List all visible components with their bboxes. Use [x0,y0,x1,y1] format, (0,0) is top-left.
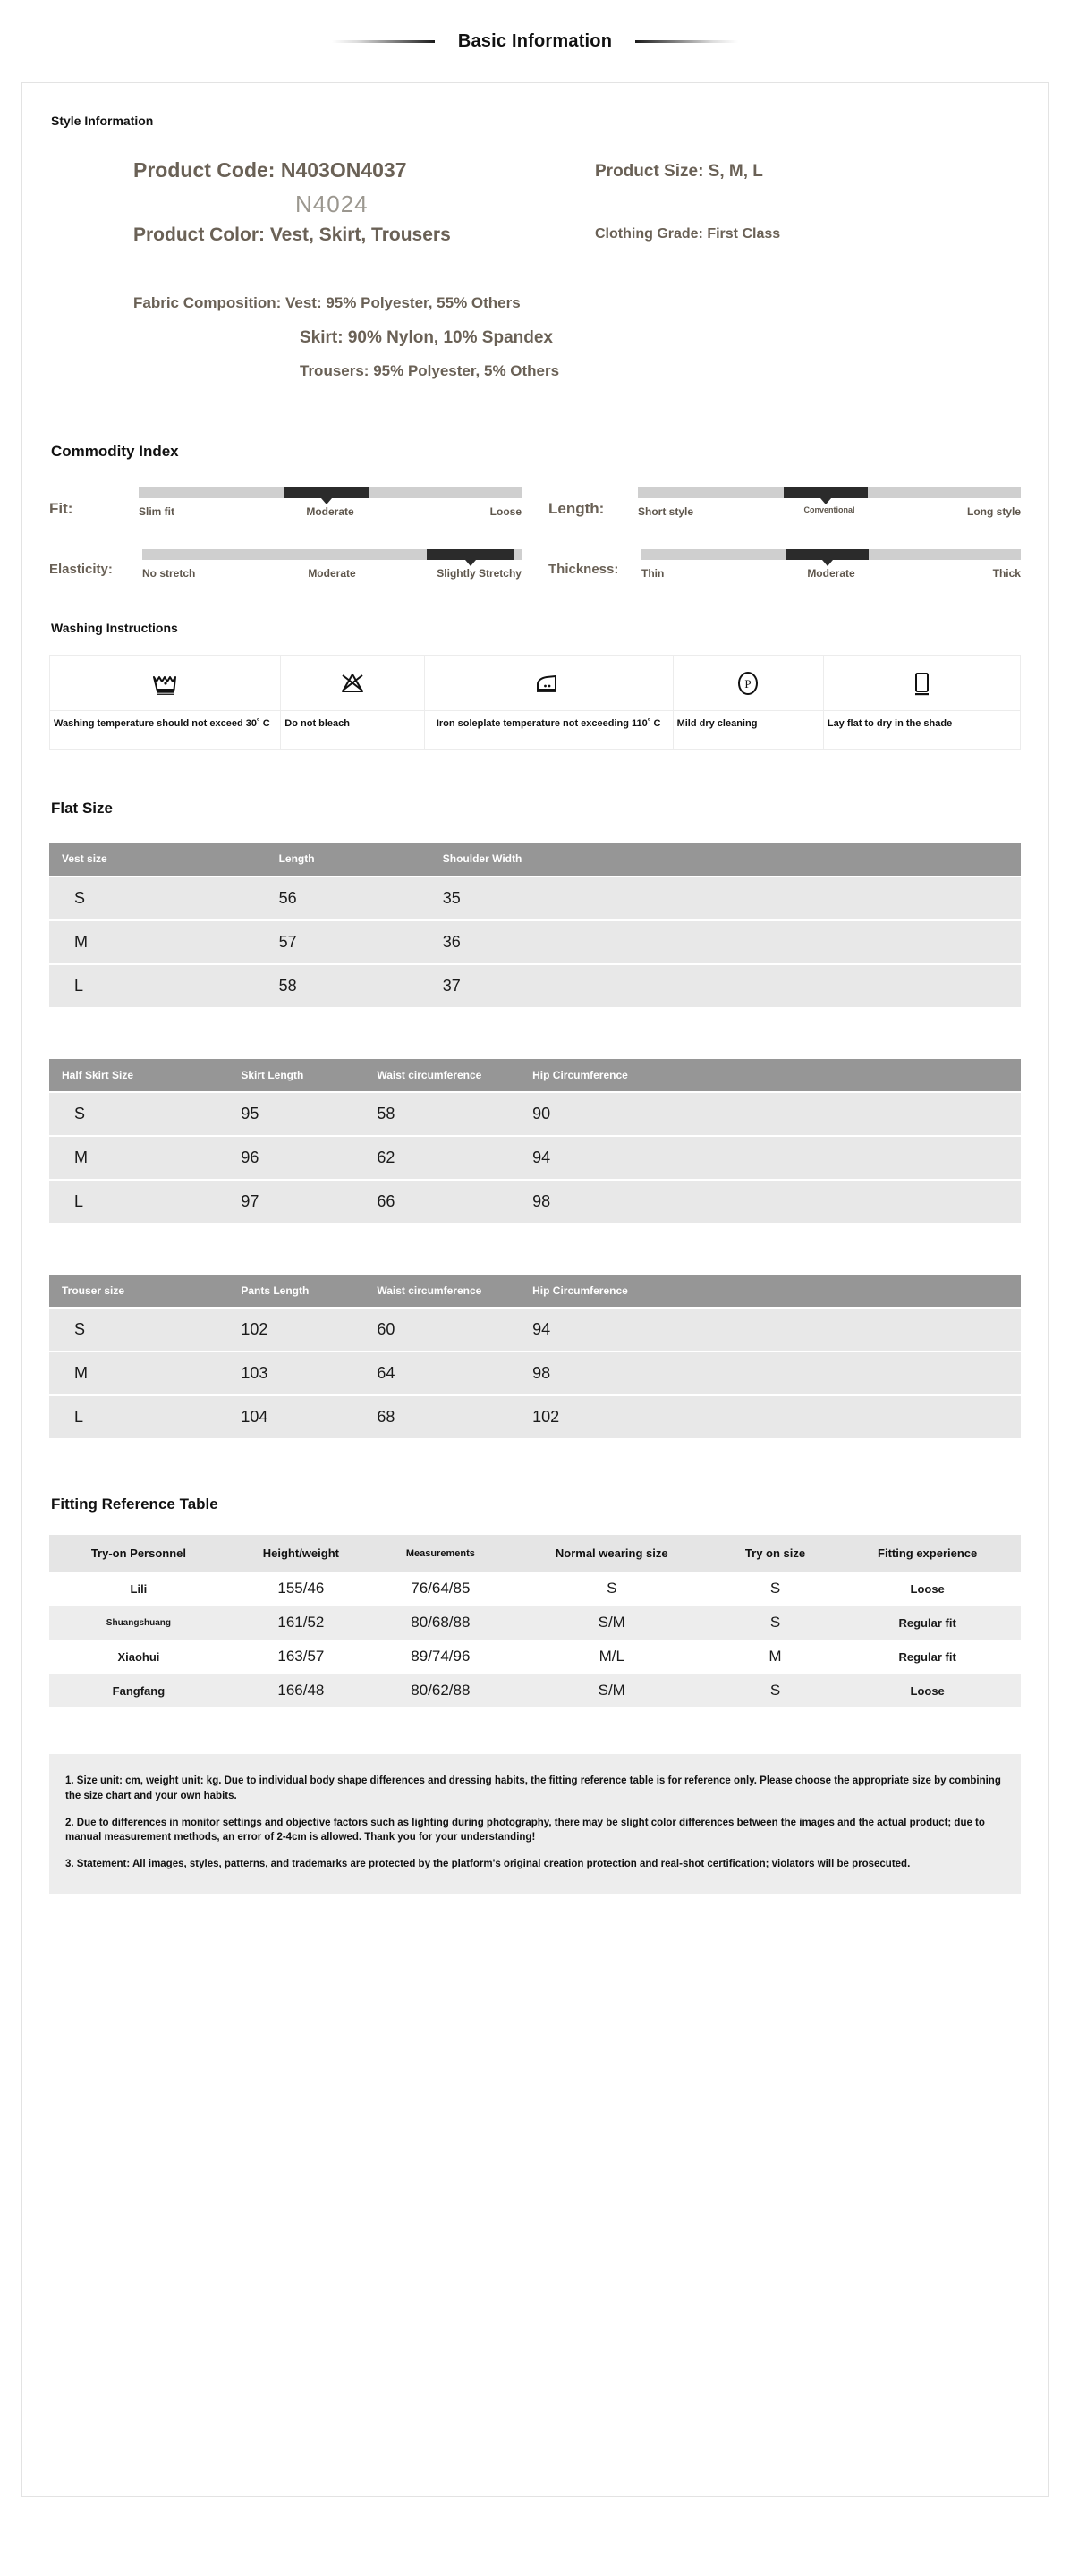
table-column-header-filler [691,1275,1021,1307]
table-cell: 57 [272,921,436,963]
commodity-index-item [49,487,522,519]
commodity-index-label: Thickness: [548,561,619,577]
table-column-header: Waist circumference [369,1059,525,1091]
wash-tub-30-icon [50,656,280,711]
table-column-header: Hip Circumference [525,1059,691,1091]
table-column-header: Shoulder Width [436,843,623,875]
slider-tick-label: Slim fit [139,505,175,518]
fitting-reference-table [49,1535,1021,1707]
measurements-value: 80/68/88 [374,1606,507,1640]
slider-track [142,549,522,560]
table-cell-filler [691,1093,1021,1135]
commodity-index-item [49,549,522,580]
slider-tick-label: Thin [641,566,665,580]
washing-instruction-cell [824,656,1020,749]
header-divider-left-icon [332,40,435,43]
table-row [49,1137,1021,1179]
table-cell: 35 [436,877,623,919]
slider-tick-label: No stretch [142,566,196,580]
product-code-sub: N4024 [295,191,369,217]
table-cell: 37 [436,965,623,1007]
table-row [49,1674,1021,1707]
slider-tick-label: Moderate [807,566,855,580]
table-header-row [49,843,1021,875]
measurements-value: 80/62/88 [374,1674,507,1707]
fitting-experience-value: Regular fit [834,1606,1021,1640]
table-spacer [49,1224,1021,1250]
table-cell: 64 [369,1352,525,1394]
slider-tick-label: Moderate [306,505,354,518]
table-row [49,877,1021,919]
table-row [49,1396,1021,1438]
dry-clean-p-icon [674,656,823,711]
table-cell: S [49,877,272,919]
style-information-grid [49,158,1021,379]
normal-wearing-size-value: M/L [599,1648,624,1665]
iron-110-icon [425,656,673,711]
table-cell: 58 [272,965,436,1007]
slider-tick-label: Conventional [803,505,855,514]
slider-tick-labels [139,505,522,519]
table-cell: 66 [369,1181,525,1223]
fitting-experience-value: Regular fit [898,1649,956,1664]
fitting-reference-heading: Fitting Reference Table [51,1496,218,1513]
slider-track [139,487,522,498]
fitting-experience-value: Loose [834,1674,1021,1707]
table-column-header: Try-on Personnel [49,1535,228,1572]
slider-marker [284,487,369,498]
slider-tick-label: Long style [967,505,1022,518]
table-cell-filler [691,1137,1021,1179]
measurements-value: 76/64/85 [411,1580,471,1597]
commodity-index-slider[interactable] [638,487,1021,519]
table-cell-filler [623,965,1021,1007]
table-cell-filler [691,1352,1021,1394]
try-on-size-value: S [717,1606,835,1640]
table-column-header: Normal wearing size [507,1535,717,1572]
washing-instruction-label: Washing temperature should not exceed 30˚ C [54,718,270,730]
table-cell-filler [691,1309,1021,1351]
table-column-header: Vest size [49,843,272,875]
dry-flat-shade-icon [824,656,1020,711]
header-divider-right-icon [635,40,738,43]
table-header-row [49,1535,1021,1572]
table-cell: 103 [234,1352,369,1394]
washing-instruction-cell [50,656,281,749]
table-row [49,1572,1021,1606]
product-color: Product Color: Vest, Skirt, Trousers [133,225,451,245]
commodity-index-grid [49,487,1021,580]
commodity-index-label: Length: [548,500,605,517]
table-cell-filler [691,1181,1021,1223]
try-on-personnel-name: Fangfang [49,1674,228,1707]
style-information-heading: Style Information [51,114,154,128]
slider-marker [786,549,869,560]
slider-tick-labels [641,567,1021,580]
table-row [49,965,1021,1007]
table-cell: 94 [525,1137,691,1179]
table-cell-filler [623,921,1021,963]
washing-instructions-table [49,655,1021,750]
washing-instruction-cell [674,656,824,749]
try-on-personnel-name: Lili [130,1581,148,1596]
table-cell: 60 [369,1309,525,1351]
commodity-index-item [548,487,1021,519]
table-column-header: Try on size [717,1535,835,1572]
table-cell: L [49,965,272,1007]
table-cell: 58 [369,1093,525,1135]
normal-wearing-size-value: S [607,1580,617,1597]
product-code: Product Code: N403ON4037 [133,158,407,182]
table-cell: S [49,1093,234,1135]
table-cell: 102 [525,1396,691,1438]
commodity-index-section [49,443,1021,580]
slider-tick-label: Moderate [308,566,356,580]
table-cell: 97 [234,1181,369,1223]
table-cell: 94 [525,1309,691,1351]
flat-size-section [49,800,1021,1440]
normal-wearing-size-value: S/M [507,1674,717,1707]
commodity-index-label: Elasticity: [49,561,113,577]
slider-tick-label: Thick [992,566,1021,580]
height-weight-value: 166/48 [228,1674,374,1707]
table-row [49,1181,1021,1223]
washing-instructions-heading: Washing Instructions [51,621,178,636]
fabric-vest: Fabric Composition: Vest: 95% Polyester, 55% Others [133,294,521,311]
half-skirt-size-table [49,1057,1021,1224]
measurements-value: 89/74/96 [411,1648,471,1665]
vest-size-table [49,841,1021,1008]
do-not-bleach-icon [281,656,423,711]
table-cell: 102 [234,1309,369,1351]
notes-section [49,1754,1021,1893]
table-row [49,1352,1021,1394]
table-cell: 98 [525,1181,691,1223]
fitting-reference-section [49,1496,1021,1707]
washing-instruction-label: Do not bleach [284,718,351,730]
table-cell: 62 [369,1137,525,1179]
table-column-header-filler [623,843,1021,875]
slider-marker [427,549,514,560]
note-1: 1. Size unit: cm, weight unit: kg. Due to individual body shape differences and dressing habits, the fitting reference table is for reference only. Please choose the appropriate size by combining the size chart and your own habits. [65,1775,1001,1802]
slider-tick-labels [638,505,1021,519]
table-cell: S [49,1309,234,1351]
washing-instruction-label: Lay flat to dry in the shade [827,718,953,730]
note-3: 3. Statement: All images, styles, patterns, and trademarks are protected by the platform's original creation protection and real-shot certification; violators will be prosecuted. [65,1859,911,1870]
washing-instruction-cell [281,656,424,749]
table-column-header: Length [272,843,436,875]
table-cell: M [49,1352,234,1394]
table-cell: M [49,921,272,963]
clothing-grade: Clothing Grade: First Class [595,226,781,242]
slider-marker [784,487,868,498]
basic-information-card [21,82,1049,2497]
try-on-personnel-name: Xiaohui [117,1649,160,1664]
table-cell: M [49,1137,234,1179]
try-on-personnel-name: Shuangshuang [49,1606,228,1640]
table-cell: 90 [525,1093,691,1135]
note-2: 2. Due to differences in monitor settings and objective factors such as lighting during photography, there may be slight color differences between the images and the actual product; due to manual measurement methods, an error of 2-4cm is allowed. Thank you for your understanding! [65,1817,985,1843]
washing-instruction-label: Iron soleplate temperature not exceeding 110˚ C [436,718,661,730]
normal-wearing-size-value: S/M [507,1606,717,1640]
fabric-trousers: Trousers: 95% Polyester, 5% Others [300,362,560,379]
table-cell: 56 [272,877,436,919]
table-header-row [49,1059,1021,1091]
table-column-header: Half Skirt Size [49,1059,234,1091]
table-row [49,1093,1021,1135]
table-cell: 98 [525,1352,691,1394]
table-column-header: Skirt Length [234,1059,369,1091]
washing-instruction-label: Mild dry cleaning [676,718,758,730]
page-title: Basic Information [457,30,613,51]
table-column-header: Hip Circumference [525,1275,691,1307]
product-size: Product Size: S, M, L [595,162,763,181]
trouser-size-table [49,1273,1021,1440]
table-row [49,921,1021,963]
table-cell: 68 [369,1396,525,1438]
table-cell: 104 [234,1396,369,1438]
commodity-index-label: Fit: [49,500,73,517]
table-cell: 95 [234,1093,369,1135]
commodity-index-slider[interactable] [641,549,1021,580]
table-cell: 36 [436,921,623,963]
height-weight-value: 155/46 [277,1580,325,1597]
try-on-size-value: M [769,1648,782,1665]
table-cell: L [49,1396,234,1438]
slider-tick-labels [142,567,522,580]
table-row [49,1309,1021,1351]
fabric-skirt: Skirt: 90% Nylon, 10% Spandex [300,328,553,347]
slider-tick-label: Slightly Stretchy [437,566,522,580]
table-column-header: Fitting experience [834,1535,1021,1572]
slider-tick-label: Loose [489,505,522,518]
flat-size-heading: Flat Size [51,800,113,818]
slider-tick-label: Short style [638,505,694,518]
table-cell: 96 [234,1137,369,1179]
washing-instruction-cell [425,656,674,749]
table-row [49,1640,1021,1674]
fitting-experience-value: Loose [910,1581,945,1596]
washing-instructions-section [49,621,1021,750]
height-weight-value: 163/57 [277,1648,325,1665]
commodity-index-slider[interactable] [139,487,522,519]
table-cell-filler [691,1396,1021,1438]
table-spacer [49,1009,1021,1034]
table-row [49,1606,1021,1640]
table-column-header: Measurements [374,1535,507,1572]
table-cell: L [49,1181,234,1223]
table-column-header: Trouser size [49,1275,234,1307]
table-header-row [49,1275,1021,1307]
style-information-section [49,114,1021,379]
commodity-index-item [548,549,1021,580]
table-cell-filler [623,877,1021,919]
commodity-index-slider[interactable] [142,549,522,580]
commodity-index-heading: Commodity Index [51,443,179,460]
size-tables-container [49,841,1021,1440]
height-weight-value: 161/52 [228,1606,374,1640]
table-column-header: Waist circumference [369,1275,525,1307]
try-on-size-value: S [717,1674,835,1707]
table-column-header: Pants Length [234,1275,369,1307]
table-column-header-filler [691,1059,1021,1091]
slider-track [638,487,1021,498]
page-header [0,0,1070,82]
table-column-header: Height/weight [228,1535,374,1572]
svg-text:P: P [744,676,752,691]
try-on-size-value: S [769,1580,781,1597]
slider-track [641,549,1021,560]
